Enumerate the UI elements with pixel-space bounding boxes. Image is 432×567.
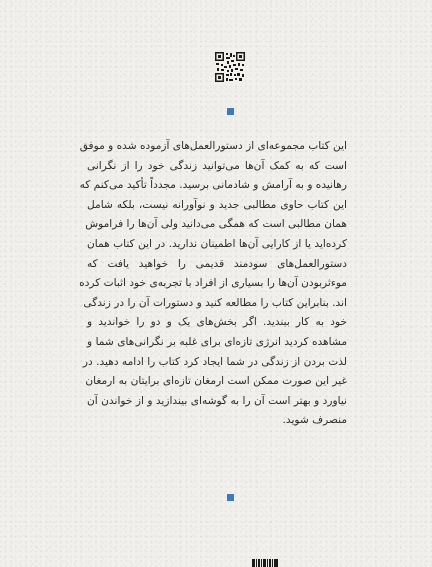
blurb-line: همان مطالبی است که همگی می‌دانید ولی آن‌ها را فراموش (85, 218, 347, 231)
qr-code-icon (215, 52, 245, 82)
back-cover-blurb (79, 137, 347, 431)
blurb-line: منصرف شوید. (282, 414, 347, 427)
blurb-line: موءثربودن آن‌ها را بسیاری از افراد با تجربه‌ی خود اثبات کرده (79, 277, 347, 290)
blurb-line: کرده‌اید یا از کارایی آن‌ها اطمینان ندارید. در این کتاب همان (87, 237, 347, 250)
blurb-line: است که به کمک آن‌ها می‌توانید زندگی خود را از نگرانی (87, 159, 347, 172)
blurb-line: خود به کار ببندید. اگر بخش‌های یک و دو را خواندید و (87, 316, 347, 329)
blurb-line: این کتاب حاوی مطالبی جدید و نوآورانه نیست، بلکه شامل (87, 198, 347, 211)
blurb-line: غیر این صورت ممکن است ارمغان تازه‌ای برایتان به ارمغان (85, 375, 347, 388)
blurb-line: نیاورد و بهتر است آن را به گوشه‌ای بیندازید و از خواندن آن (87, 394, 347, 407)
blurb-line: رهانیده و به آرامش و شادمانی برسید. مجدداً تأکید می‌کنم که (79, 179, 347, 192)
blue-square-icon (227, 494, 234, 501)
blurb-line: مشاهده کردید انرژی تازه‌ای برای غلبه بر نگرانی‌های شما و (87, 335, 347, 348)
blurb-line: اند. بنابراین کتاب را مطالعه کنید و دستورات آن را در زندگی (83, 296, 347, 309)
barcode-icon (252, 559, 278, 567)
blurb-line: این کتاب مجموعه‌ای از دستورالعمل‌های آزموده شده و موفق (79, 140, 347, 152)
blue-square-icon (227, 108, 234, 115)
blurb-line: دستورالعمل‌های سودمند قدیمی را خواهید یافت که (87, 257, 347, 270)
blurb-line: لذت بردن از زندگی در شما ایجاد کرد کتاب را ادامه دهید. در (82, 355, 347, 368)
